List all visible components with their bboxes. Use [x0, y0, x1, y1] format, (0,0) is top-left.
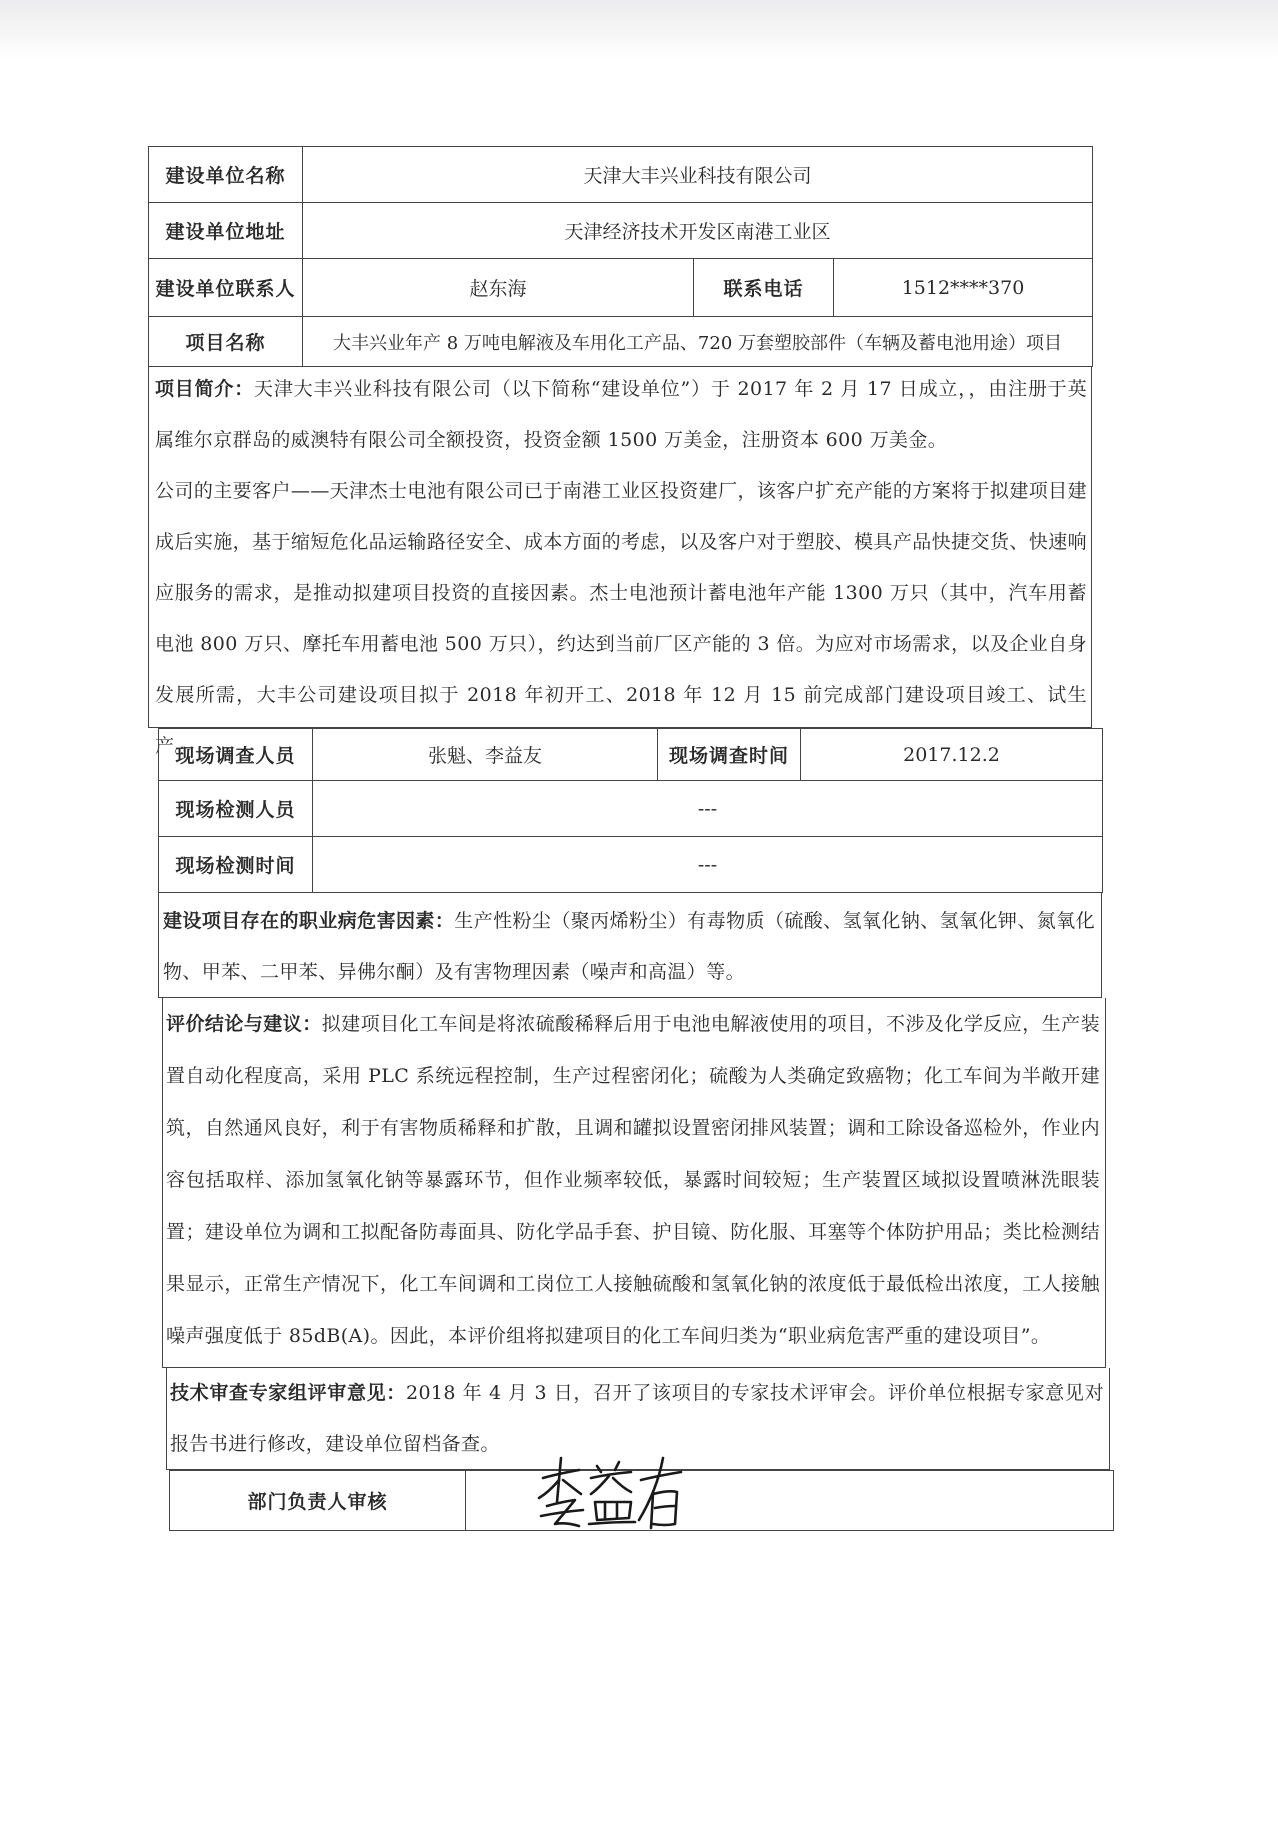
- test-staff-value: ---: [313, 781, 1103, 837]
- intro-paragraph-2: [155, 466, 1087, 772]
- test-time-value: ---: [313, 837, 1103, 893]
- unit-address-value: 天津经济技术开发区南港工业区: [303, 203, 1093, 259]
- review-text: 2018 年 4 月 3 日，召开了该项目的专家技术评审会。评价单位根据专家意见对报告书进行修改，建设单位留档备查。: [170, 1382, 1104, 1455]
- phone-value: 1512****370: [834, 259, 1093, 317]
- contact-value: 赵东海: [303, 259, 694, 317]
- conclusion-label: 评价结论与建议：: [166, 1013, 322, 1035]
- handwritten-signature: [535, 1450, 685, 1540]
- unit-address-label: 建设单位地址: [149, 203, 303, 259]
- intro-label: 项目简介：: [155, 378, 255, 400]
- unit-name-label: 建设单位名称: [149, 147, 303, 203]
- conclusion-text: 拟建项目化工车间是将浓硫酸稀释后用于电池电解液使用的项目，不涉及化学反应，生产装置自动化程度高，采用 PLC 系统远程控制，生产过程密闭化；硫酸为人类确定致癌物；化工车间为半敞开建筑，自然通风良好，利于有害物质稀释和扩散，且调和罐拟设置密闭排风装置；调和工除设备巡检外，作业内容包括取样、添加氢氧化钠等暴露环节，但作业频率较低，暴露时间较短；生产装置区域拟设置喷淋洗眼装置；建设单位为调和工拟配备防毒面具、防化学品手套、护目镜、防化服、耳塞等个体防护用品；类比检测结果显示，正常生产情况下，化工车间调和工岗位工人接触硫酸和氢氧化钠的浓度低于最低检出浓度，工人接触噪声强度低于 85dB(A)。因此，本评价组将拟建项目的化工车间归类为“职业病危害严重的建设项目”。: [166, 1013, 1100, 1347]
- scan-shadow: [0, 0, 1278, 60]
- survey-staff-value: 张魁、李益友: [313, 729, 658, 781]
- survey-time-label: 现场调查时间: [658, 729, 801, 781]
- intro-text-1: 天津大丰兴业科技有限公司（以下简称“建设单位”）于 2017 年 2 月 17 日成立，，由注册于英属维尔京群岛的威澳特有限公司全额投资，投资金额 1500 万美金，注册资本 600 万美金。: [155, 378, 1087, 451]
- intro-paragraph-1: [155, 364, 1087, 466]
- survey-table: [158, 728, 1103, 893]
- review-label: 技术审查专家组评审意见：: [170, 1382, 406, 1404]
- intro-text-2: 公司的主要客户——天津杰士电池有限公司已于南港工业区投资建厂，该客户扩充产能的方案将于拟建项目建成后实施，基于缩短危化品运输路径安全、成本方面的考虑，以及客户对于塑胶、模具产品快捷交货、快速响应服务的需求，是推动拟建项目投资的直接因素。杰士电池预计蓄电池年产能 1300 万只（其中，汽车用蓄电池 800 万只、摩托车用蓄电池 500 万只），约达到当前厂区产能的 3 倍。为应对市场需求，以及企业自身发展所需，大丰公司建设项目拟于 2018 年初开工、2018 年 12 月 15 前完成部门建设项目竣工、试生产。: [155, 480, 1087, 757]
- approval-label: 部门负责人审核: [170, 1471, 466, 1531]
- survey-time-value: 2017.12.2: [801, 729, 1103, 781]
- project-name-label: 项目名称: [149, 317, 303, 367]
- unit-name-value: 天津大丰兴业科技有限公司: [303, 147, 1093, 203]
- test-staff-label: 现场检测人员: [159, 781, 313, 837]
- project-name-value: 大丰兴业年产 8 万吨电解液及车用化工产品、720 万套塑胶部件（车辆及蓄电池用途）项目: [303, 317, 1093, 367]
- hazards-text: 生产性粉尘（聚丙烯粉尘）有毒物质（硫酸、氢氧化钠、氢氧化钾、氮氧化物、甲苯、二甲苯、异佛尔酮）及有害物理因素（噪声和高温）等。: [163, 910, 1095, 983]
- phone-label: 联系电话: [694, 259, 834, 317]
- hazards-paragraph: [163, 896, 1095, 998]
- survey-staff-label: 现场调查人员: [159, 729, 313, 781]
- hazards-label: 建设项目存在的职业病危害因素：: [163, 910, 455, 932]
- test-time-label: 现场检测时间: [159, 837, 313, 893]
- conclusion-paragraph: [166, 998, 1100, 1362]
- project-info-table: [148, 146, 1093, 367]
- contact-label: 建设单位联系人: [149, 259, 303, 317]
